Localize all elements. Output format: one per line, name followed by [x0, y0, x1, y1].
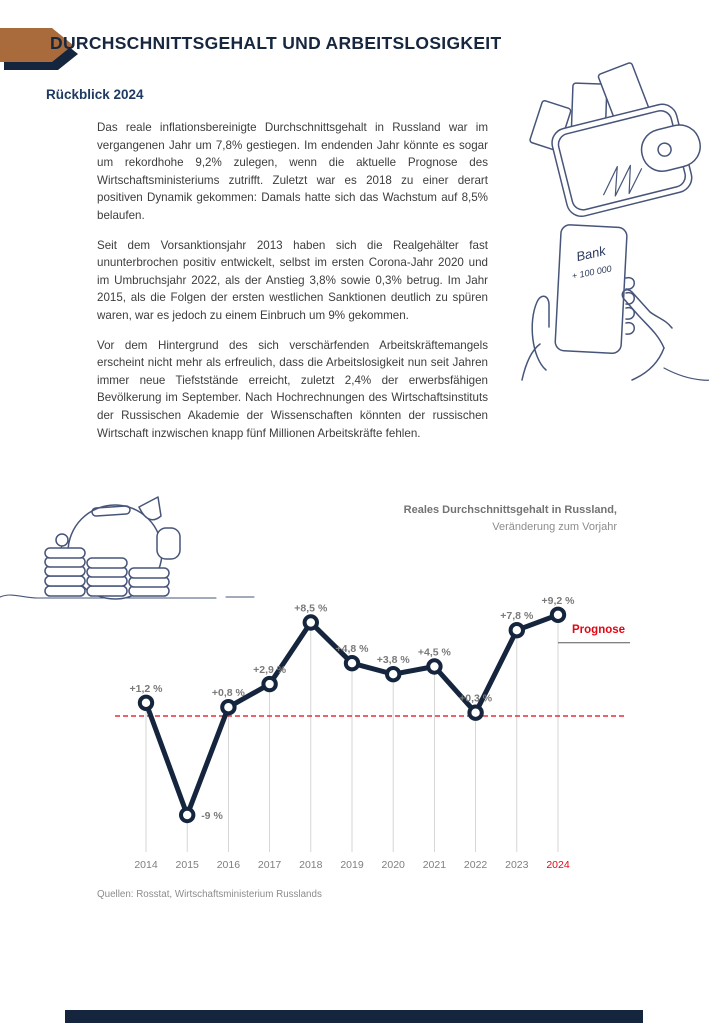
- chart-subtitle: Veränderung zum Vorjahr: [492, 521, 617, 533]
- prognose-label: Prognose: [572, 623, 626, 636]
- x-axis-year-label: 2019: [340, 859, 364, 871]
- sources-note: Quellen: Rosstat, Wirtschaftsministerium Russlands: [97, 889, 322, 900]
- chart-title: Reales Durchschnittsgehalt in Russland,: [403, 504, 617, 516]
- data-point-label: +0,3 %: [459, 692, 493, 705]
- pointing-hand-palm: [632, 348, 664, 380]
- data-point-label: -9 %: [201, 810, 223, 822]
- data-point-label: +4,8 %: [335, 643, 369, 656]
- x-axis-year-label: 2015: [175, 859, 199, 871]
- left-hand: [532, 296, 549, 370]
- hand-phone-icon: [512, 220, 709, 388]
- section-heading: Rückblick 2024: [46, 87, 144, 102]
- x-axis-year-label: 2022: [463, 859, 488, 871]
- data-point-label: +9,2 %: [541, 594, 575, 607]
- data-point-marker: [511, 624, 523, 636]
- phone: [555, 224, 628, 353]
- wallet-icon: [528, 58, 708, 238]
- body-text: [97, 119, 488, 454]
- data-point-label: +8,5 %: [294, 602, 328, 615]
- data-point-marker: [469, 707, 481, 719]
- data-point-marker: [222, 701, 234, 713]
- x-axis-year-label: 2014: [134, 859, 158, 871]
- data-point-marker: [181, 809, 193, 821]
- phone-screen-brand: Bank: [574, 242, 608, 265]
- paragraph-3: Vor dem Hintergrund des sich verschärfenden Arbeitskräftemangels erscheint nicht mehr als erfreulich, dass die Arbeitslosigkeit nun seit Jahren immer neue Tiefststände erreicht, zuletzt 2,4% der erwerbsfähigen Bevölkerung im September. Nach Hochrechnungen des Wirtschaftsinstituts der Russischen Akademie der Wissenschaften könnten der russischen Wirtschaft inzwischen knapp fünf Millionen Arbeitskräfte fehlen.: [97, 338, 488, 440]
- x-axis-year-label: 2021: [422, 859, 447, 871]
- x-axis-year-label: 2016: [216, 859, 241, 871]
- data-point-marker: [140, 697, 152, 709]
- phone-screen-amount: + 100 000: [571, 263, 613, 282]
- data-point-label: +4,5 %: [417, 646, 451, 659]
- data-point-marker: [428, 660, 440, 672]
- data-point-marker: [263, 678, 275, 690]
- left-wrist: [522, 344, 540, 380]
- x-axis-year-label: 2024: [546, 859, 570, 871]
- data-point-label: +7,8 %: [500, 610, 534, 623]
- x-axis-year-label: 2018: [299, 859, 323, 871]
- x-axis-year-label: 2017: [257, 859, 282, 871]
- data-point-marker: [346, 657, 358, 669]
- data-point-marker: [552, 609, 564, 621]
- paragraph-1: Das reale inflationsbereinigte Durchschnittsgehalt in Russland war im vergangenen Jahr um 7,8% gestiegen. Im endenden Jahr könnte es sogar um rekordhohe 9,2% zulegen, wenn die aktuelle Prognose des Wirtschaftsministeriums zutrifft. Zuletzt war es 2018 zu einer derart positiven Dynamik gekommen: Damals hatte sich das Wachstum auf 8,5% belaufen.: [97, 121, 488, 222]
- data-point-label: +3,8 %: [376, 654, 410, 667]
- data-point-marker: [305, 616, 317, 628]
- data-point-label: +1,2 %: [129, 682, 163, 695]
- paragraph-2: Seit dem Vorsanktionsjahr 2013 haben sich die Realgehälter fast ununterbrochen positiv entwickelt, selbst im ersten Corona-Jahr 2020 und im Umbruchsjahr 2022, als der Anstieg 3,8% sowie 0,3% betrug. Im Jahr 2015, als die Folgen der ersten westlichen Sanktionen deutlich zu spüren waren, war es jedoch zu einem Einbruch um 9% gekommen.: [97, 238, 488, 322]
- page-title: DURCHSCHNITTSGEHALT UND ARBEITSLOSIGKEIT: [50, 33, 502, 53]
- data-point-marker: [387, 668, 399, 680]
- footer-bar: [65, 1010, 643, 1023]
- data-point-label: +0,8 %: [211, 687, 245, 700]
- curly-line: [664, 356, 709, 380]
- x-axis-year-label: 2023: [505, 859, 529, 871]
- x-axis-year-label: 2020: [381, 859, 405, 871]
- salary-line-chart: [0, 495, 709, 885]
- data-point-label: +2,9 %: [253, 664, 287, 677]
